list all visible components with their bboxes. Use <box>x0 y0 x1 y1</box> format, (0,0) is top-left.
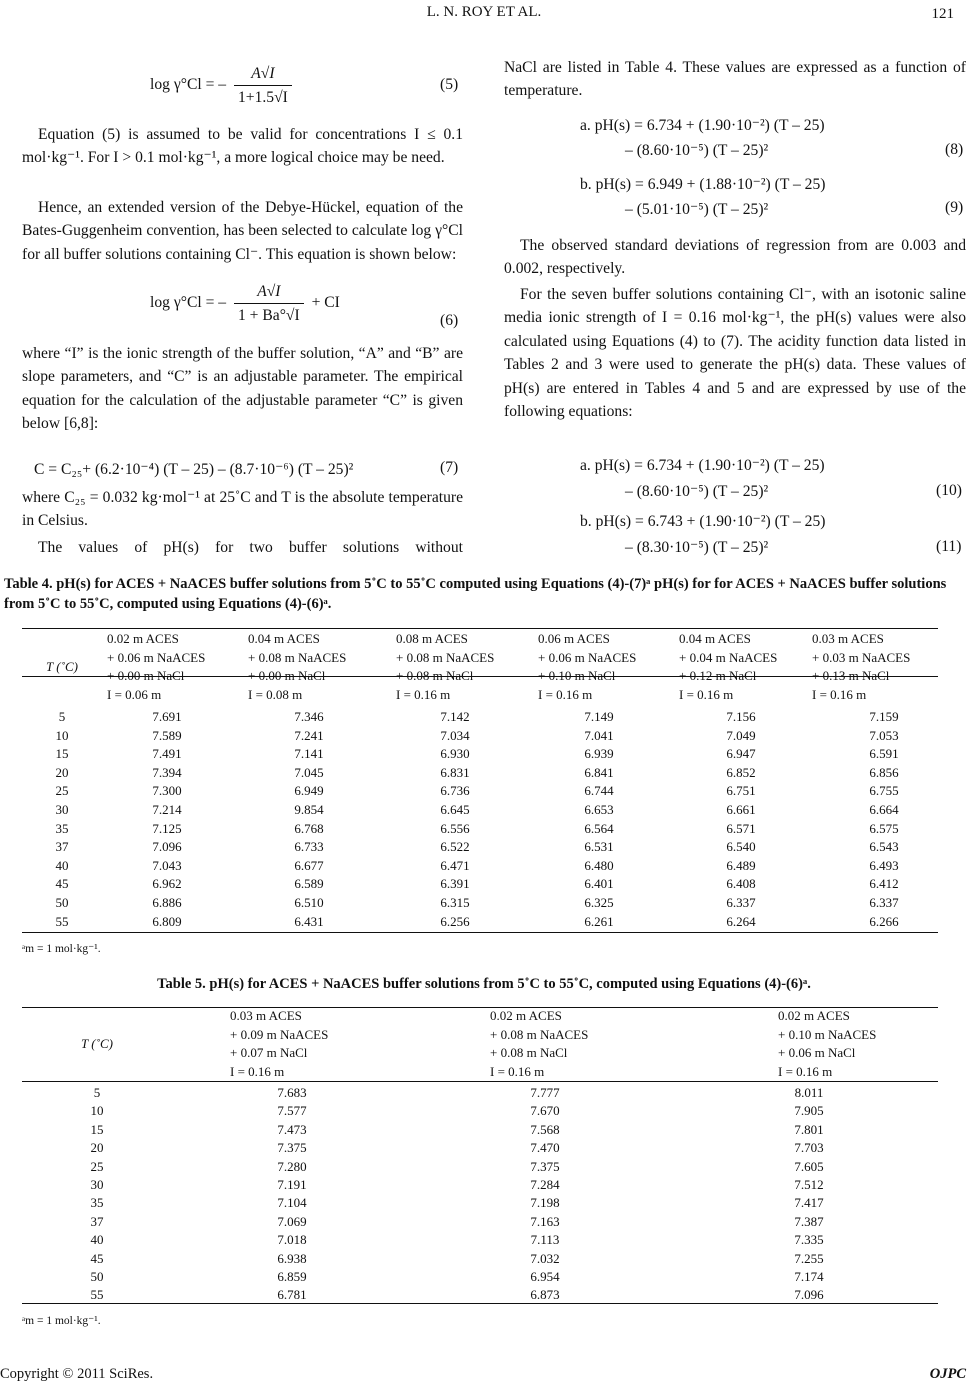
paragraph-std-deviations: The observed standard deviations of regression from are 0.003 and 0.002, respectively. <box>504 237 966 278</box>
table-cell: 7.159 <box>869 709 899 724</box>
table-cell: 6.859 <box>277 1269 307 1284</box>
journal-name: OJPC <box>929 1366 966 1382</box>
column-header-temperature: T (˚C) <box>81 1036 113 1051</box>
table-cell: 6.768 <box>294 820 324 836</box>
row-temperature: 25 <box>90 1158 104 1174</box>
column-header-line: I = 0.16 m <box>490 1063 545 1079</box>
column-header-line: 0.03 m ACES <box>230 1008 302 1023</box>
eq6-rhs: + CI <box>311 294 340 312</box>
column-header-line: + 0.08 m NaCl <box>490 1045 568 1060</box>
table-cell: 7.470 <box>530 1140 560 1156</box>
row-temperature: 20 <box>90 1140 104 1156</box>
eq5-denominator: 1+1.5√I <box>237 89 288 106</box>
equation-9a: b. pH(s) = 6.949 + (1.88·10⁻²) (T – 25) <box>580 176 826 193</box>
eq5-numerator: A√I <box>234 62 292 86</box>
table-cell: 7.142 <box>440 709 470 724</box>
table-cell: 7.605 <box>794 1158 824 1174</box>
table-cell: 6.401 <box>584 876 614 892</box>
table-cell: 7.703 <box>794 1140 824 1156</box>
table-cell: 6.540 <box>726 839 756 855</box>
table-cell: 7.069 <box>277 1213 307 1229</box>
column-header-line: + 0.08 m NaACES <box>490 1026 589 1042</box>
table-cell: 7.801 <box>794 1121 824 1137</box>
column-header-line: + 0.03 m NaACES <box>812 649 911 665</box>
table-cell: 7.280 <box>277 1158 307 1174</box>
equation-9-number: (9) <box>945 199 964 216</box>
table-cell: 6.266 <box>869 913 899 929</box>
table-cell: 9.854 <box>294 802 324 817</box>
column-header-line: 0.04 m ACES <box>248 631 320 646</box>
equation-6-number: (6) <box>440 312 459 329</box>
column-header-line: + 0.06 m NaACES <box>107 649 206 665</box>
table-cell: 7.346 <box>294 709 324 724</box>
table-cell: 7.198 <box>530 1195 560 1211</box>
table-cell: 7.375 <box>277 1140 307 1156</box>
column-header-line: I = 0.16 m <box>778 1063 833 1079</box>
column-header-line: + 0.07 m NaCl <box>230 1045 308 1060</box>
row-temperature: 40 <box>55 857 69 873</box>
row-temperature: 10 <box>90 1103 104 1119</box>
table-cell: 7.241 <box>294 727 324 743</box>
table-rule <box>22 932 938 933</box>
table-rule <box>22 1081 938 1082</box>
column-header-line: + 0.04 m NaACES <box>679 649 778 665</box>
column-header-line: + 0.09 m NaACES <box>230 1026 329 1042</box>
table-cell: 6.841 <box>584 764 614 780</box>
column-header-line: I = 0.16 m <box>812 686 867 702</box>
table-cell: 7.041 <box>584 727 614 743</box>
table-cell: 6.556 <box>440 820 470 836</box>
table-cell: 7.174 <box>794 1269 824 1284</box>
table-cell: 6.886 <box>152 895 182 910</box>
table-cell: 7.113 <box>530 1232 560 1248</box>
row-temperature: 37 <box>55 839 69 855</box>
table-cell: 7.691 <box>152 709 182 724</box>
table5-footnote: ᵃm = 1 mol·kg⁻¹. <box>22 1315 101 1327</box>
table-cell: 7.049 <box>726 727 756 743</box>
table-cell: 6.947 <box>726 746 756 762</box>
table-cell: 7.255 <box>794 1250 824 1266</box>
table-cell: 6.471 <box>440 857 470 873</box>
table-cell: 7.149 <box>584 709 614 724</box>
table-cell: 6.949 <box>294 783 324 799</box>
table-cell: 6.664 <box>869 802 899 817</box>
table-cell: 6.522 <box>440 839 470 855</box>
equation-8b: – (8.60·10⁻⁵) (T – 25)² <box>625 142 769 159</box>
table-cell: 7.163 <box>530 1213 560 1229</box>
table-cell: 7.096 <box>152 839 182 855</box>
table-cell: 7.141 <box>294 746 324 762</box>
column-header-temperature: T (˚C) <box>46 659 78 674</box>
copyright: Copyright © 2011 SciRes. <box>0 1366 154 1382</box>
table-cell: 6.831 <box>440 764 470 780</box>
paragraph-extended-debye-huckel: Hence, an extended version of the Debye-Hückel, equation of the Bates-Guggenheim convention, has been selected to calculate log γ°Cl for all buffer solutions containing Cl⁻. This equation is shown below: <box>22 199 463 263</box>
table-cell: 6.653 <box>584 802 614 817</box>
table-cell: 7.387 <box>794 1213 824 1229</box>
table-cell: 6.939 <box>584 746 614 762</box>
table-cell: 6.264 <box>726 913 756 929</box>
row-temperature: 15 <box>90 1121 104 1137</box>
table-cell: 7.905 <box>794 1103 824 1119</box>
eq6-denominator: 1 + Ba°√I <box>237 307 300 324</box>
row-temperature: 20 <box>55 764 69 780</box>
equation-5 <box>150 62 296 109</box>
table-cell: 6.408 <box>726 876 756 892</box>
table-cell: 6.930 <box>440 746 470 762</box>
table-cell: 6.337 <box>869 895 899 910</box>
table-cell: 6.954 <box>530 1269 560 1284</box>
column-header-line: + 0.00 m NaCl <box>248 668 326 683</box>
table-cell: 6.962 <box>152 876 182 892</box>
table-cell: 6.493 <box>869 857 899 873</box>
equation-9b: – (5.01·10⁻⁵) (T – 25)² <box>625 201 769 218</box>
table-cell: 6.733 <box>294 839 324 855</box>
equation-8-number: (8) <box>945 141 964 158</box>
table-cell: 6.431 <box>294 913 324 929</box>
table5-caption: Table 5. pH(s) for ACES + NaACES buffer solutions from 5˚C to 55˚C, computed using Equations (4)-(6)ᵃ. <box>157 976 811 992</box>
equation-11b: – (8.30·10⁻⁵) (T – 25)² <box>625 539 769 556</box>
table-cell: 7.018 <box>277 1232 307 1248</box>
paragraph-parameters: where “I” is the ionic strength of the buffer solution, “A” and “B” are slope parameters, and “C” is an adjustable parameter. The empirical equation for the calculation of the adjustable parameter “C” is given below [6,8]: <box>22 345 463 433</box>
row-temperature: 45 <box>55 876 69 892</box>
table-cell: 7.214 <box>152 802 182 817</box>
table-cell: 6.938 <box>277 1250 307 1266</box>
column-header-line: 0.02 m ACES <box>490 1008 562 1023</box>
eq6-numerator: A√I <box>234 280 304 304</box>
table-cell: 7.096 <box>794 1287 824 1303</box>
table-cell: 6.677 <box>294 857 324 873</box>
paragraph-values-without-nacl: The values of pH(s) for two buffer solutions without <box>38 539 463 556</box>
column-header-line: + 0.10 m NaCl <box>538 668 616 683</box>
table-cell: 6.575 <box>869 820 899 836</box>
column-header-line: 0.06 m ACES <box>538 631 610 646</box>
column-header-line: + 0.12 m NaCl <box>679 668 757 683</box>
table-cell: 6.391 <box>440 876 470 892</box>
table4-footnote: ᵃm = 1 mol·kg⁻¹. <box>22 943 101 955</box>
table-cell: 7.032 <box>530 1250 560 1266</box>
table-cell: 7.670 <box>530 1103 560 1119</box>
table-cell: 6.564 <box>584 820 614 836</box>
table-cell: 7.568 <box>530 1121 560 1137</box>
row-temperature: 50 <box>90 1269 104 1284</box>
column-header-line: 0.02 m ACES <box>107 631 179 646</box>
table-cell: 7.284 <box>530 1177 560 1192</box>
table-cell: 7.417 <box>794 1195 824 1211</box>
table-cell: 7.375 <box>530 1158 560 1174</box>
table-cell: 6.856 <box>869 764 899 780</box>
row-temperature: 35 <box>90 1195 104 1211</box>
eq6-lhs: log γ°Cl = – <box>150 294 227 312</box>
column-header-line: + 0.13 m NaCl <box>812 668 890 683</box>
table-cell: 7.156 <box>726 709 756 724</box>
table-cell: 6.571 <box>726 820 756 836</box>
row-temperature: 10 <box>55 727 69 743</box>
table-cell: 6.412 <box>869 876 899 892</box>
column-header-line: I = 0.16 m <box>538 686 593 702</box>
table-cell: 7.683 <box>277 1085 307 1100</box>
table-cell: 7.473 <box>277 1121 307 1137</box>
table-cell: 6.809 <box>152 913 182 929</box>
row-temperature: 45 <box>90 1250 104 1266</box>
table-cell: 7.491 <box>152 746 182 762</box>
table-cell: 6.337 <box>726 895 756 910</box>
column-header-line: + 0.08 m NaACES <box>396 649 495 665</box>
table-cell: 8.011 <box>794 1085 824 1100</box>
equation-6 <box>150 280 340 327</box>
table-cell: 7.335 <box>794 1232 824 1248</box>
column-header-line: I = 0.06 m <box>107 686 162 702</box>
table-cell: 7.104 <box>277 1195 307 1211</box>
table-cell: 6.256 <box>440 913 470 929</box>
table-cell: 6.531 <box>584 839 614 855</box>
table-cell: 7.034 <box>440 727 470 743</box>
paragraph-c25: where C₂₅ = 0.032 kg·mol⁻¹ at 25˚C and T is the absolute temperature in Celsius. <box>22 489 463 530</box>
table-cell: 6.755 <box>869 783 899 799</box>
table-cell: 6.591 <box>869 746 899 762</box>
page-number: 121 <box>931 6 954 22</box>
table-cell: 6.873 <box>530 1287 560 1303</box>
paragraph-eq5-validity: Equation (5) is assumed to be valid for concentrations I ≤ 0.1 mol·kg⁻¹. For I > 0.1 mol·kg⁻¹, a more logical choice may be need. <box>22 126 463 167</box>
table-cell: 6.589 <box>294 876 324 892</box>
table-cell: 7.512 <box>794 1177 824 1192</box>
row-temperature: 30 <box>90 1177 104 1192</box>
table-cell: 6.852 <box>726 764 756 780</box>
column-header-line: + 0.00 m NaCl <box>107 668 185 683</box>
table-cell: 7.043 <box>152 857 182 873</box>
table-cell: 7.045 <box>294 764 324 780</box>
equation-8a: a. pH(s) = 6.734 + (1.90·10⁻²) (T – 25) <box>580 117 825 134</box>
row-temperature: 35 <box>55 820 69 836</box>
row-temperature: 25 <box>55 783 69 799</box>
column-header-line: + 0.08 m NaACES <box>248 649 347 665</box>
table-cell: 6.325 <box>584 895 614 910</box>
row-temperature: 5 <box>58 709 66 724</box>
equation-10a: a. pH(s) = 6.734 + (1.90·10⁻²) (T – 25) <box>580 457 825 474</box>
column-header-line: + 0.06 m NaCl <box>778 1045 856 1060</box>
table4-caption: Table 4. pH(s) for ACES + NaACES buffer solutions from 5˚C to 55˚C computed using Equations (4)-(7)ᵃ pH(s) for for ACES + NaACES buffer solutions from 5˚C to 55˚C, computed using Equations (4)-(6)ᵃ. <box>4 576 947 612</box>
running-title: L. N. ROY ET AL. <box>426 4 542 20</box>
row-temperature: 5 <box>93 1085 101 1100</box>
table-cell: 7.394 <box>152 764 182 780</box>
table-cell: 6.781 <box>277 1287 307 1303</box>
equation-7: C = C₂₅+ (6.2·10⁻⁴) (T – 25) – (8.7·10⁻⁶) (T – 25)² <box>34 461 354 478</box>
equation-11-number: (11) <box>936 538 962 555</box>
row-temperature: 15 <box>55 746 69 762</box>
column-header-line: + 0.10 m NaACES <box>778 1026 877 1042</box>
equation-7-number: (7) <box>440 459 459 476</box>
table-cell: 7.589 <box>152 727 182 743</box>
column-header-line: + 0.08 m NaCl <box>396 668 474 683</box>
table-cell: 7.777 <box>530 1085 560 1100</box>
row-temperature: 30 <box>55 802 69 817</box>
table-cell: 6.744 <box>584 783 614 799</box>
table-cell: 6.751 <box>726 783 756 799</box>
paragraph-seven-buffers: For the seven buffer solutions containing Cl⁻, with an isotonic saline media ionic strength of I = 0.16 mol·kg⁻¹, the pH(s) values were also calculated using Equations (4) to (7). The acidity function data listed in Tables 2 and 3 were used to generate the pH(s) data. These values of pH(s) are entered in Tables 4 and 5 and are expressed by use of the following equations: <box>504 286 966 421</box>
row-temperature: 37 <box>90 1213 104 1229</box>
table-cell: 6.261 <box>584 913 614 929</box>
table-cell: 6.510 <box>294 895 324 910</box>
table-cell: 6.315 <box>440 895 470 910</box>
table-cell: 7.125 <box>152 820 182 836</box>
row-temperature: 55 <box>90 1287 104 1303</box>
column-header-line: 0.04 m ACES <box>679 631 751 646</box>
column-header-line: I = 0.16 m <box>396 686 451 702</box>
paragraph-table4-ref: NaCl are listed in Table 4. These values are expressed as a function of temperature. <box>504 59 966 100</box>
equation-10b: – (8.60·10⁻⁵) (T – 25)² <box>625 483 769 500</box>
table-cell: 6.543 <box>869 839 899 855</box>
row-temperature: 40 <box>90 1232 104 1248</box>
table-cell: 6.489 <box>726 857 756 873</box>
equation-11a: b. pH(s) = 6.743 + (1.90·10⁻²) (T – 25) <box>580 513 826 530</box>
row-temperature: 50 <box>55 895 69 910</box>
column-header-line: 0.02 m ACES <box>778 1008 850 1023</box>
table-cell: 7.577 <box>277 1103 307 1119</box>
equation-5-number: (5) <box>440 76 459 93</box>
eq5-lhs: log γ°Cl = – <box>150 76 227 94</box>
table-cell: 7.300 <box>152 783 182 799</box>
column-header-line: + 0.06 m NaACES <box>538 649 637 665</box>
column-header-line: 0.03 m ACES <box>812 631 884 646</box>
equation-10-number: (10) <box>936 482 962 499</box>
column-header-line: 0.08 m ACES <box>396 631 468 646</box>
table-cell: 6.736 <box>440 783 470 799</box>
table-cell: 7.053 <box>869 727 899 743</box>
row-temperature: 55 <box>55 913 69 929</box>
column-header-line: I = 0.08 m <box>248 686 303 702</box>
table-cell: 6.645 <box>440 802 470 817</box>
column-header-line: I = 0.16 m <box>230 1063 285 1079</box>
column-header-line: I = 0.16 m <box>679 686 734 702</box>
table-cell: 6.480 <box>584 857 614 873</box>
table-cell: 7.191 <box>277 1177 307 1192</box>
table-cell: 6.661 <box>726 802 756 817</box>
